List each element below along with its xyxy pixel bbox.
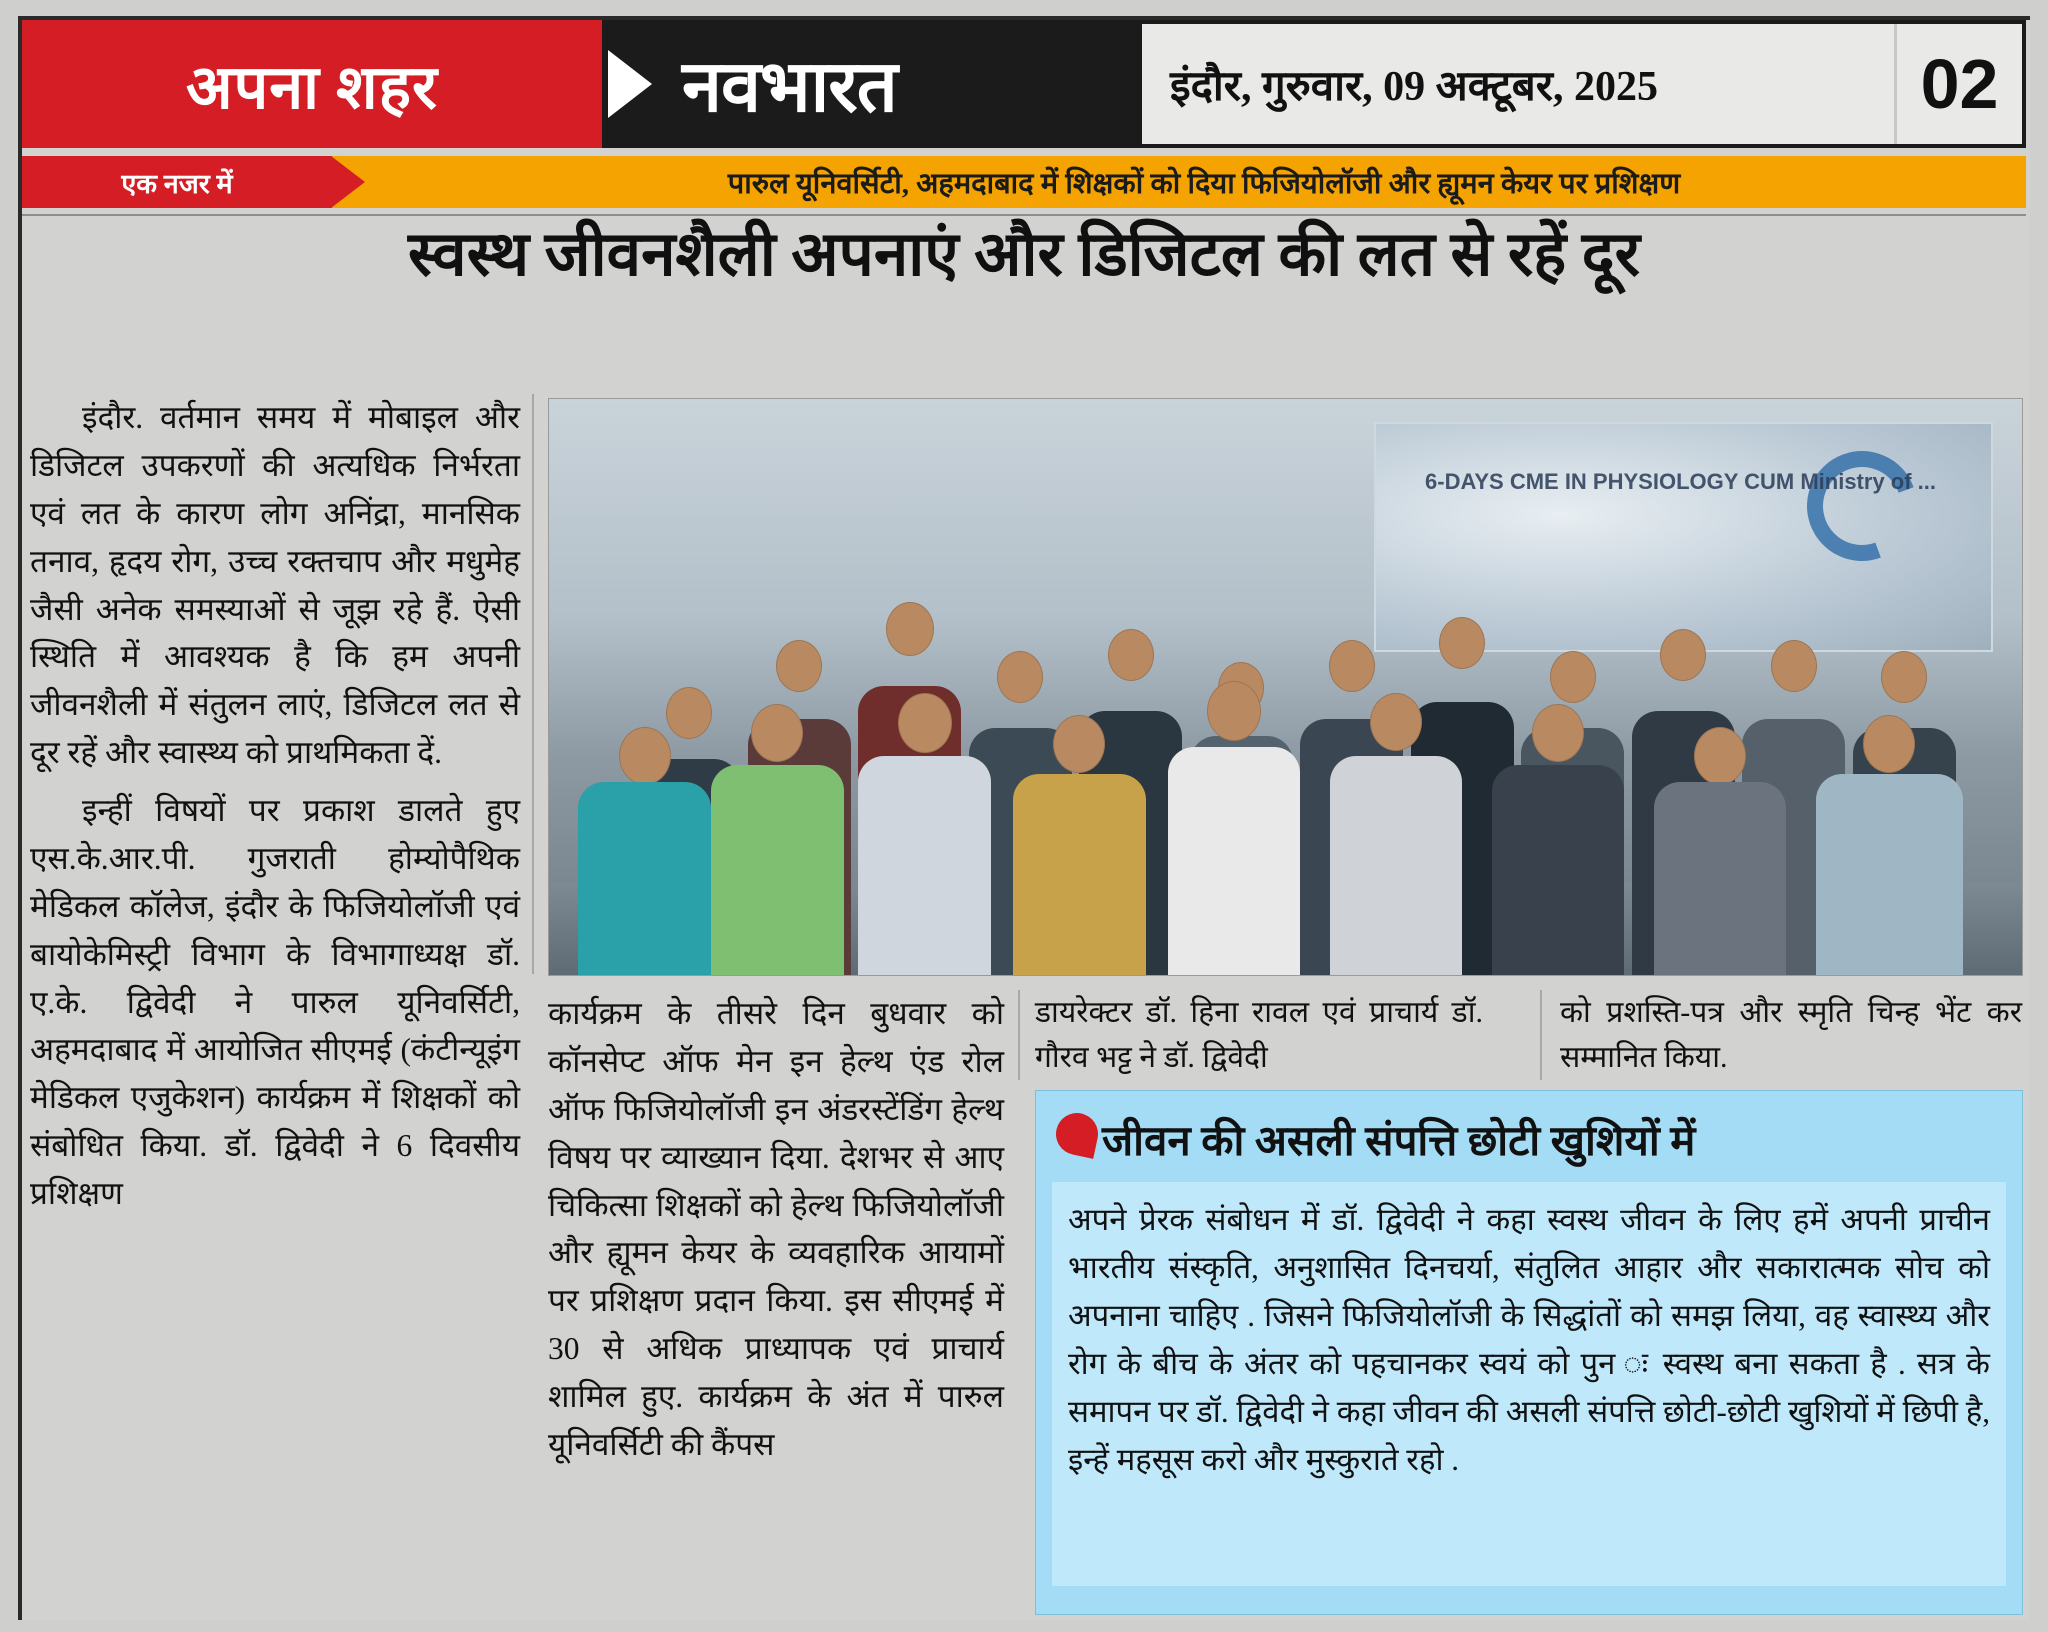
screen-text: 6-DAYS CME IN PHYSIOLOGY CUM Ministry of ...	[1425, 468, 1937, 494]
photo-person-head	[1881, 651, 1927, 703]
photo-person-head	[1108, 629, 1154, 681]
kicker-label: एक नजर में	[121, 168, 233, 199]
chevron-right-icon	[332, 156, 382, 208]
photo-person	[1492, 699, 1625, 975]
sidebar-title: जीवन की असली संपत्ति छोटी खुशियों में	[1102, 1119, 1696, 1165]
strip-headline: पारुल यूनिवर्सिटी, अहमदाबाद में शिक्षकों को दिया फिजियोलॉजी और ह्यूमन केयर पर प्रशिक्षण	[727, 167, 1681, 200]
photo-person-torso	[711, 765, 844, 975]
article-column-2: कार्यक्रम के तीसरे दिन बुधवार को कॉनसेप्ट ऑफ मेन इन हेल्थ एंड रोल ऑफ फिजियोलॉजी इन अंडरस्टेंडिंग हेल्थ विषय पर व्याख्यान दिया. देशभर से आए चिकित्सा शिक्षकों को हेल्थ फिजियोलॉजी और ह्यूमन केयर के व्यवहारिक आयामों पर प्रशिक्षण प्रदान किया. इस सीएमई में 30 से अधिक प्राध्यापक एवं प्राचार्य शामिल हुए. कार्यक्रम के अंत में पारुल यूनिवर्सिटी की कैंपस	[548, 996, 1004, 1462]
photo-person-torso	[1013, 774, 1146, 975]
photo-person	[1816, 710, 1963, 975]
photo-person-head	[1660, 629, 1706, 681]
photo-person-head	[1329, 640, 1375, 692]
photo-person-head	[1532, 704, 1584, 762]
photo-person-torso	[1492, 765, 1625, 975]
photo-person	[1654, 722, 1787, 975]
column-divider	[1018, 990, 1020, 1080]
section-label-block	[22, 20, 602, 148]
photo-person-head	[1370, 693, 1422, 751]
article-column-4: को प्रशस्ति-पत्र और स्मृति चिन्ह भेंट कर सम्मानित किया.	[1560, 996, 2022, 1074]
photo-person-torso	[1816, 774, 1963, 975]
photo-person	[711, 699, 844, 975]
masthead-arrow-icon	[602, 20, 672, 148]
section-label: अपना शहर	[186, 54, 438, 122]
photo-person-head	[997, 651, 1043, 703]
photo-person-head	[1207, 681, 1261, 741]
page-number: 02	[1894, 24, 2022, 144]
photo-person-torso	[1654, 782, 1787, 975]
photo-person-head	[1439, 617, 1485, 669]
sidebar-highlight-box	[1035, 1090, 2023, 1615]
article-photo	[548, 398, 2023, 976]
kicker-strip	[22, 156, 2026, 208]
photo-person	[1330, 687, 1463, 975]
screen-logo-icon	[1789, 433, 1935, 579]
photo-person-head	[1863, 715, 1915, 773]
photo-person-torso	[1168, 747, 1301, 975]
photo-person-head	[776, 640, 822, 692]
photo-person-head	[751, 704, 803, 762]
photo-person	[1013, 710, 1146, 975]
sidebar-body: अपने प्रेरक संबोधन में डॉ. द्विवेदी ने कहा स्वस्थ जीवन के लिए हमें अपनी प्राचीन भारतीय संस्कृति, अनुशासित दिनचर्या, संतुलित आहार और सकारात्मक सोच को अपनाना चाहिए . जिसने फिजियोलॉजी के सिद्धांतों को समझ लिया, वह स्वास्थ्य और रोग के बीच के अंतर को पहचानकर स्वयं को पुन ः स्वस्थ बना सकता है . सत्र के समापन पर डॉ. द्विवेदी ने कहा जीवन की असली संपत्ति छोटी-छोटी खुशियों में छिपी है, इन्हें महसूस करो और मुस्कुराते रहो .	[1052, 1182, 2006, 1586]
column-divider	[532, 394, 534, 974]
photo-person-torso	[578, 782, 711, 975]
masthead-date-block	[1142, 24, 2022, 144]
photo-person-torso	[1330, 756, 1463, 975]
article-paragraph: इंदौर. वर्तमान समय में मोबाइल और डिजिटल उपकरणों की अत्यधिक निर्भरता एवं लत के कारण लोग अनिंद्रा, मानसिक तनाव, हृदय रोग, उच्च रक्तचाप और मधुमेह जैसी अनेक समस्याओं से जूझ रहे हैं. ऐसी स्थिति में आवश्यक है कि हम अपनी जीवनशैली में संतुलन लाएं, डिजिटल लत से दूर रहें और स्वास्थ्य को प्राथमिकता दें.	[30, 400, 520, 771]
paper-name: नवभारत	[682, 47, 897, 127]
kicker-label-block	[22, 156, 332, 208]
photo-person	[1168, 675, 1301, 975]
photo-person-head	[1550, 651, 1596, 703]
page-title: स्वस्थ जीवनशैली अपनाएं और डिजिटल की लत से रहें दूर	[407, 221, 1640, 289]
masthead	[22, 20, 2026, 148]
photo-person-head	[1771, 640, 1817, 692]
article-column-3: डायरेक्टर डॉ. हिना रावल एवं प्राचार्य डॉ. गौरव भट्ट ने डॉ. द्विवेदी	[1035, 996, 1483, 1074]
photo-person	[578, 722, 711, 975]
article-paragraph: इन्हीं विषयों पर प्रकाश डालते हुए एस.के.आर.पी. गुजराती होम्योपैथिक मेडिकल कॉलेज, इंदौर के फिजियोलॉजी एवं बायोकेमिस्ट्री विभाग के विभागाध्यक्ष डॉ. ए.के. द्विवेदी ने पारुल यूनिवर्सिटी, अहमदाबाद में आयोजित सीएमई (कंटीन्यूइंग मेडिकल एजुकेशन) कार्यक्रम में शिक्षकों को संबोधित किया. डॉ. द्विवेदी ने 6 दिवसीय प्रशिक्षण	[30, 793, 520, 1211]
article-column-1	[30, 394, 520, 1228]
photo-person-head	[619, 727, 671, 785]
photo-person-head	[1694, 727, 1746, 785]
rule-divider	[22, 214, 2026, 216]
photo-person	[858, 687, 991, 975]
photo-person-head	[898, 693, 952, 753]
photo-person-torso	[858, 756, 991, 975]
paper-name-block	[672, 20, 1142, 148]
column-divider	[1540, 990, 1542, 1080]
strip-headline-block	[382, 156, 2026, 208]
photo-person-head	[1053, 715, 1105, 773]
edition-date: इंदौर, गुरुवार, 09 अक्टूबर, 2025	[1170, 63, 1658, 110]
photo-person-head	[886, 602, 934, 656]
